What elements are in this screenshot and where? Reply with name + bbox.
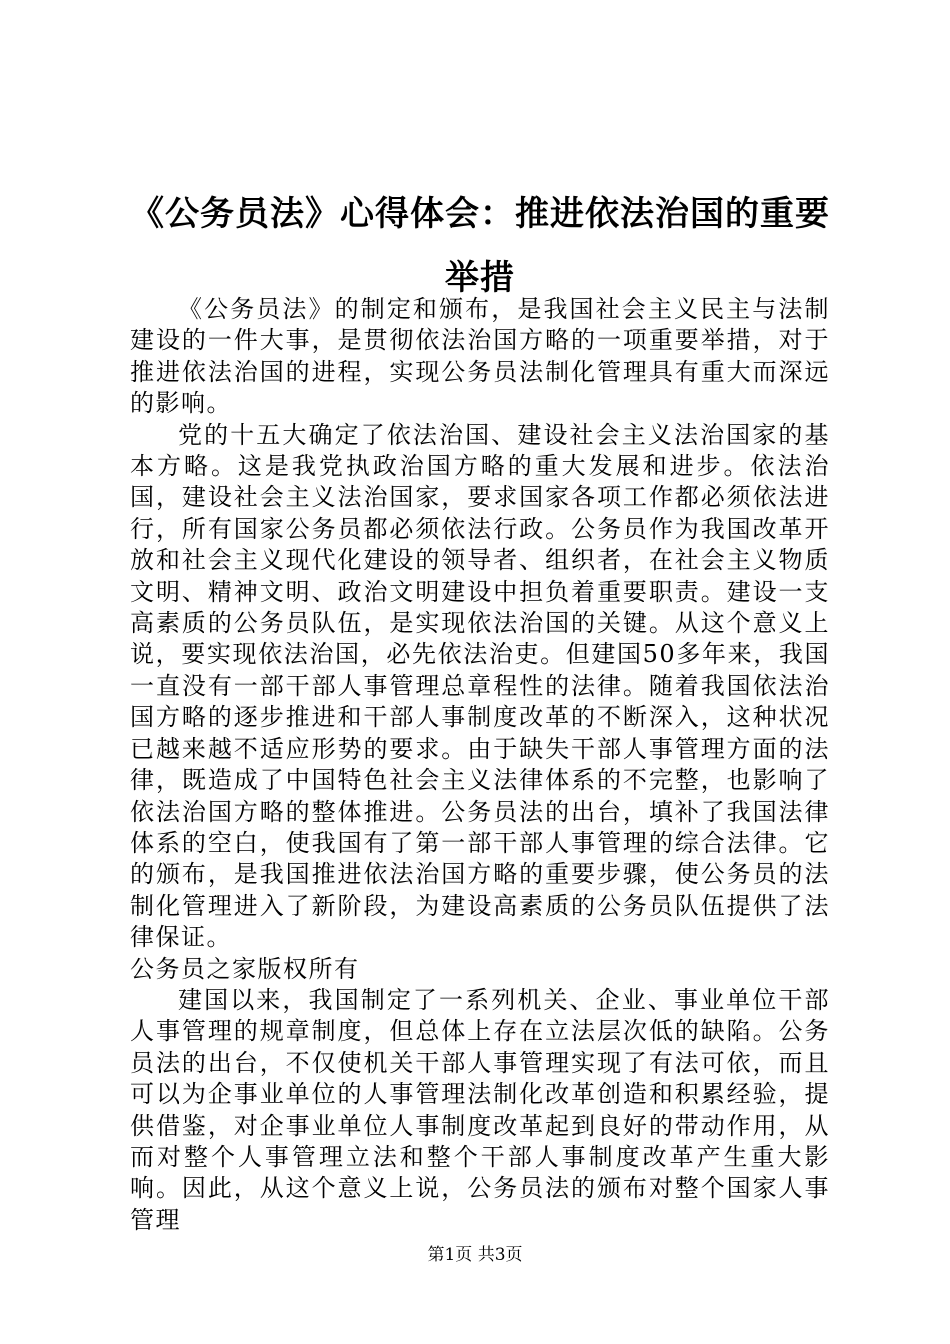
page-total: 共3页 (477, 1245, 523, 1265)
copyright-note: 公务员之家版权所有 (130, 954, 360, 983)
paragraph-history: 建国以来，我国制定了一系列机关、企业、事业单位干部人事管理的规章制度，但总体上存在立法层次低的缺陷。公务员法的出台，不仅使机关干部人事管理实现了有法可依，而且可以为企事业单位的人事管理法制化改革创造和积累经验，提供借鉴，对企事业单位人事制度改革起到良好的带动作用，从而对整个人事管理立法和整个干部人事制度改革产生重大影响。因此，从这个意义上说，公务员法的颁布对整个国家人事管理 (130, 985, 830, 1234)
paragraph-intro: 《公务员法》的制定和颁布，是我国社会主义民主与法制建设的一件大事，是贯彻依法治国方略的一项重要举措，对于推进依法治国的进程，实现公务员法制化管理具有重大而深远的影响。 (130, 295, 830, 418)
document-body (130, 294, 830, 1236)
paragraph-strategy: 党的十五大确定了依法治国、建设社会主义法治国家的基本方略。这是我党执政治国方略的重大发展和进步。依法治国，建设社会主义法治国家，要求国家各项工作都必须依法进行，所有国家公务员都必须依法行政。公务员作为我国改革开放和社会主义现代化建设的领导者、组织者，在社会主义物质文明、精神文明、政治文明建设中担负着重要职责。建设一支高素质的公务员队伍，是实现依法治国的关键。从这个意义上说，要实现依法治国，必先依法治吏。但建国50多年来，我国一直没有一部干部人事管理总章程性的法律。随着我国依法治国方略的逐步推进和干部人事制度改革的不断深入，这种状况已越来越不适应形势的要求。由于缺失干部人事管理方面的法律，既造成了中国特色社会主义法律体系的不完整，也影响了依法治国方略的整体推进。公务员法的出台，填补了我国法律体系的空白，使我国有了第一部干部人事管理的综合法律。它的颁布，是我国推进依法治国方略的重要步骤，使公务员的法制化管理进入了新阶段，为建设高素质的公务员队伍提供了法律保证。 (130, 420, 830, 952)
page-footer (0, 1244, 950, 1266)
document-title: 《公务员法》心得体会：推进依法治国的重要举措 (130, 194, 830, 298)
page-number: 第1页 (427, 1245, 473, 1265)
